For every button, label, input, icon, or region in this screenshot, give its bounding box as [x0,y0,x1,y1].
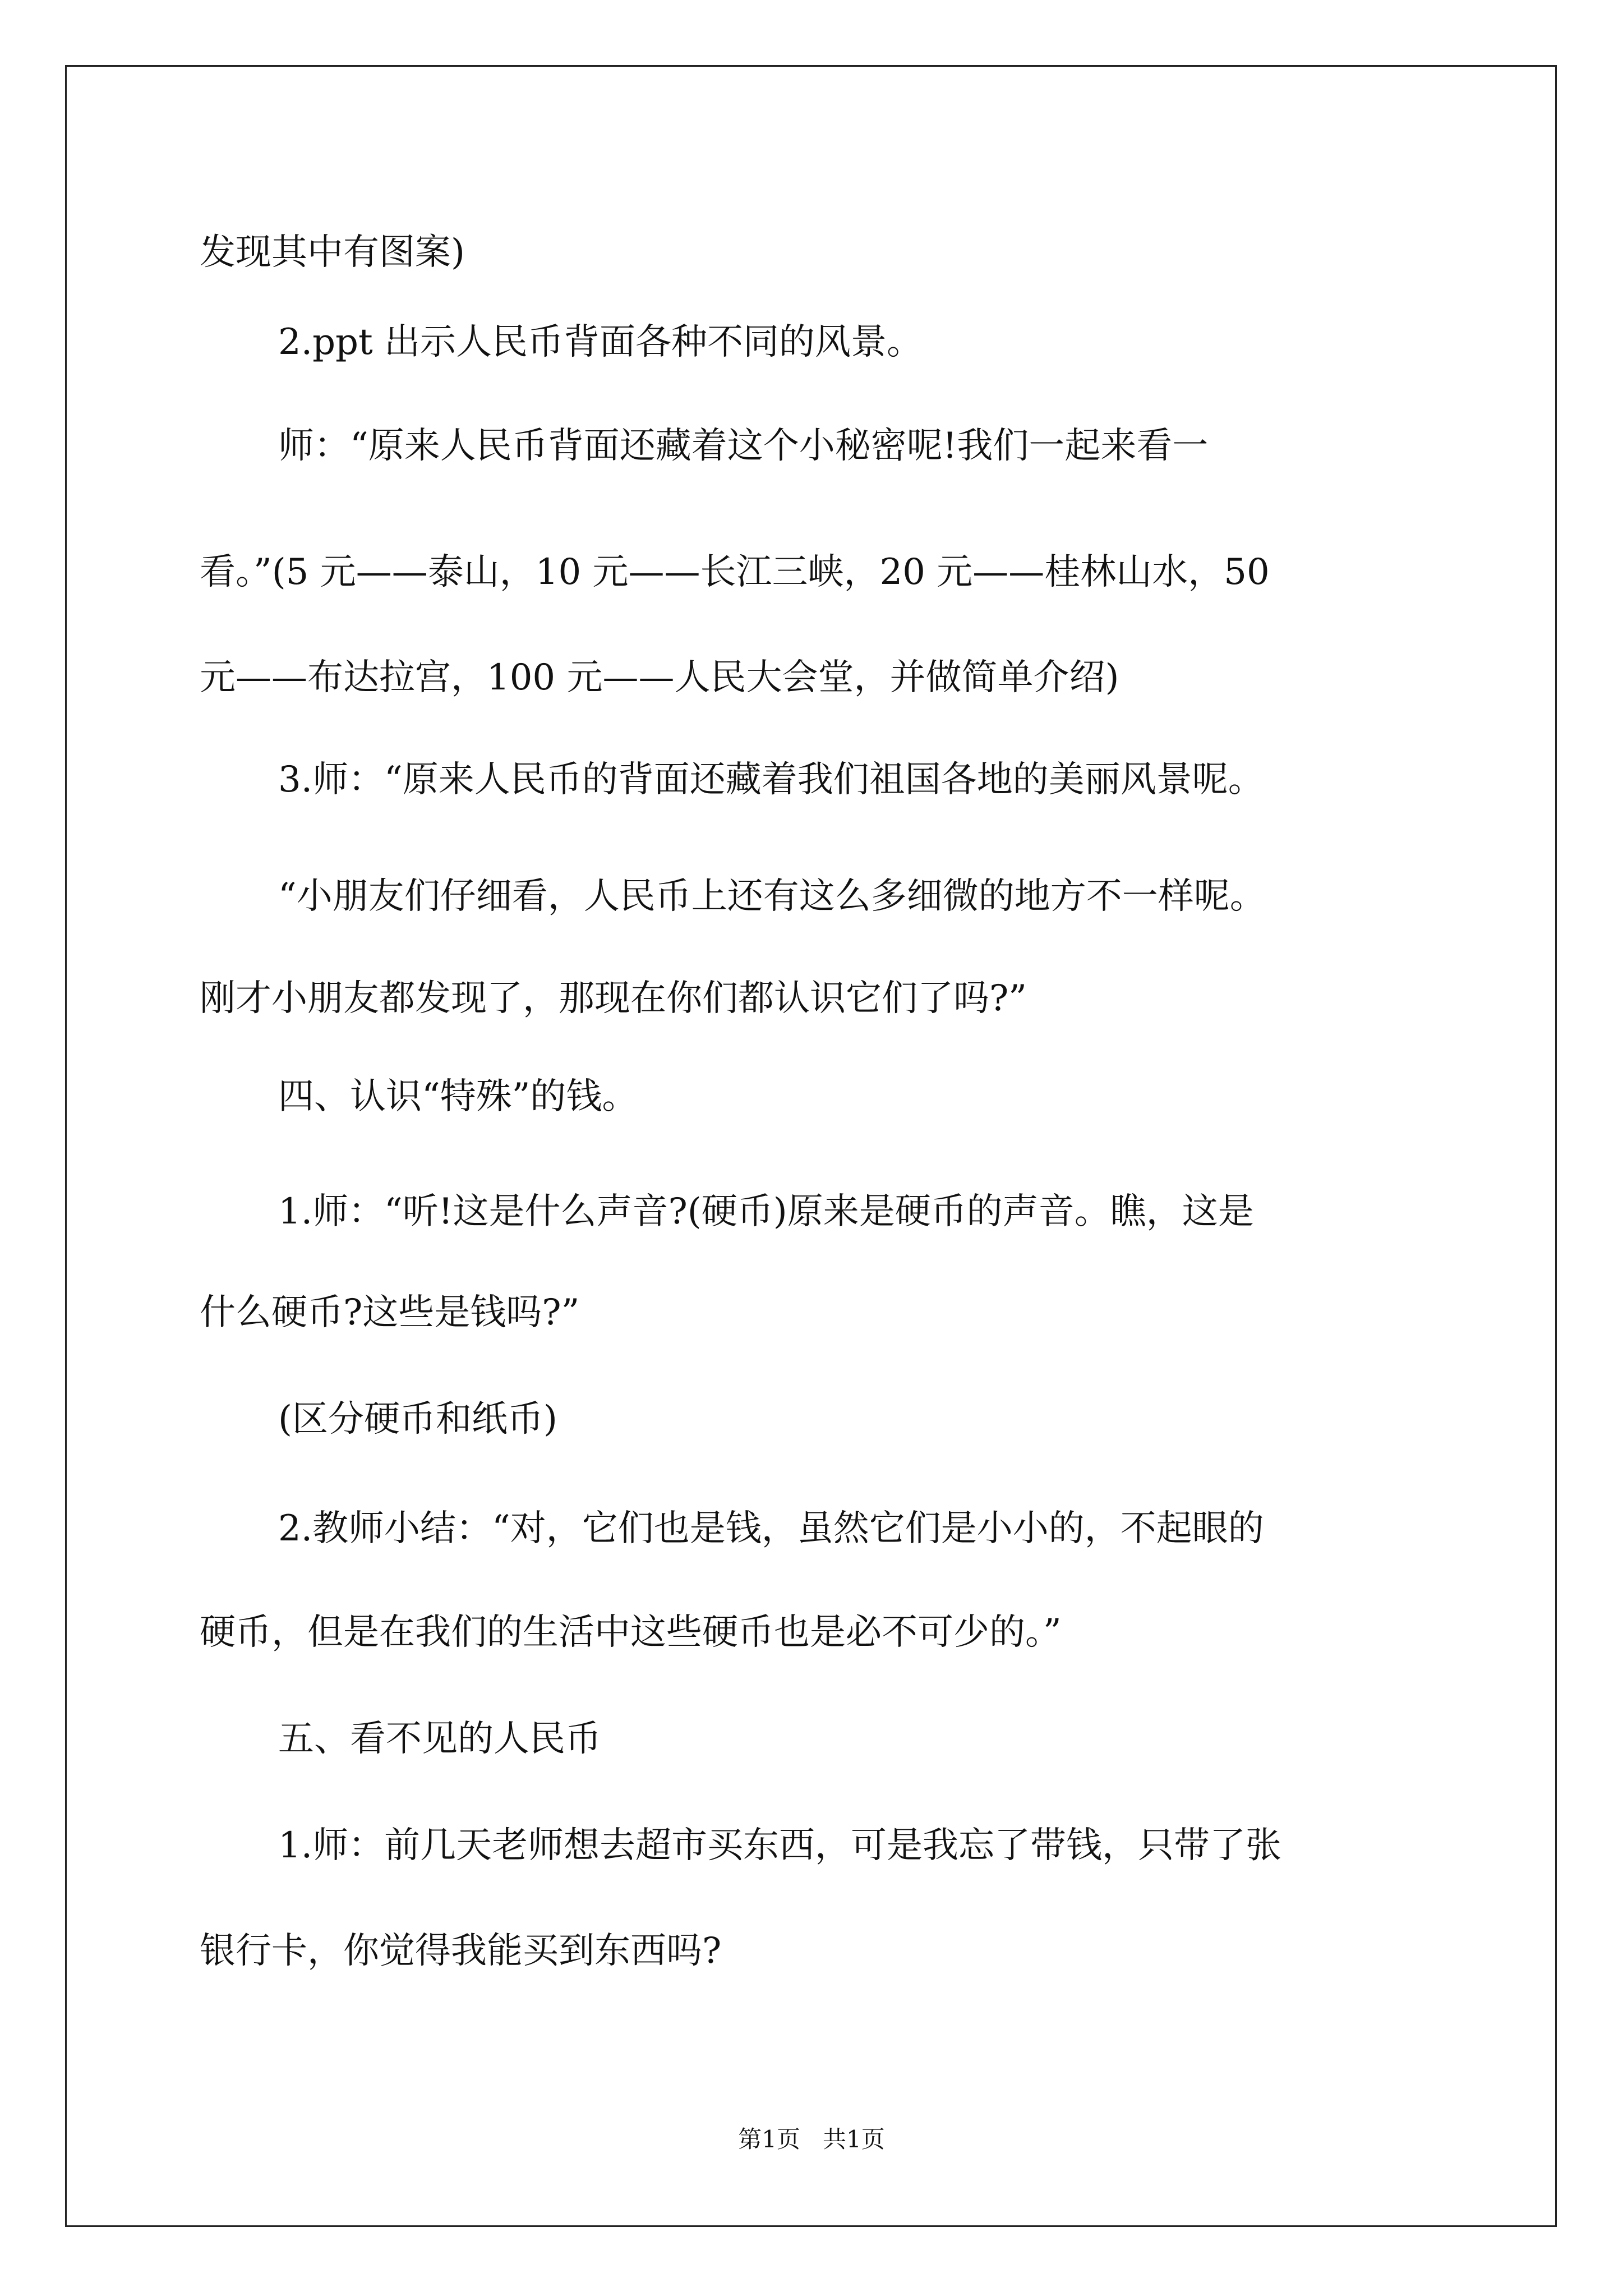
text-line: 五、看不见的人民币 [278,1718,601,1760]
text-line: 看。”(5 元——泰山，10 元——长江三峡，20 元——桂林山水，50 [200,551,1270,593]
text-line: 刚才小朋友都发现了，那现在你们都认识它们了吗?” [200,978,1027,1019]
text-line: 师：“原来人民币背面还藏着这个小秘密呢!我们一起来看一 [278,425,1209,467]
text-line: 发现其中有图案) [200,232,465,273]
text-line: 元——布达拉宫，100 元——人民大会堂，并做简单介绍) [200,657,1119,698]
text-line: “小朋友们仔细看，人民币上还有这么多细微的地方不一样呢。 [278,876,1266,917]
text-line: 什么硬币?这些是钱吗?” [200,1292,580,1333]
text-line: 2.教师小结：“对，它们也是钱，虽然它们是小小的，不起眼的 [278,1508,1264,1549]
text-line: 四、认识“特殊”的钱。 [278,1076,638,1117]
text-line: 2.ppt 出示人民币背面各种不同的风景。 [278,321,923,363]
text-line: 3.师：“原来人民币的背面还藏着我们祖国各地的美丽风景呢。 [278,759,1264,800]
text-line: 硬币，但是在我们的生活中这些硬币也是必不可少的。” [200,1612,1062,1653]
text-line: 1.师：“听!这是什么声音?(硬币)原来是硬币的声音。瞧，这是 [278,1191,1254,1232]
text-line: 银行卡，你觉得我能买到东西吗? [200,1930,722,1972]
page-footer: 第1页 共1页 [738,2125,885,2153]
page-border [65,65,1557,2227]
text-line: (区分硬币和纸币) [278,1398,557,1440]
text-line: 1.师：前几天老师想去超市买东西，可是我忘了带钱，只带了张 [278,1825,1282,1866]
